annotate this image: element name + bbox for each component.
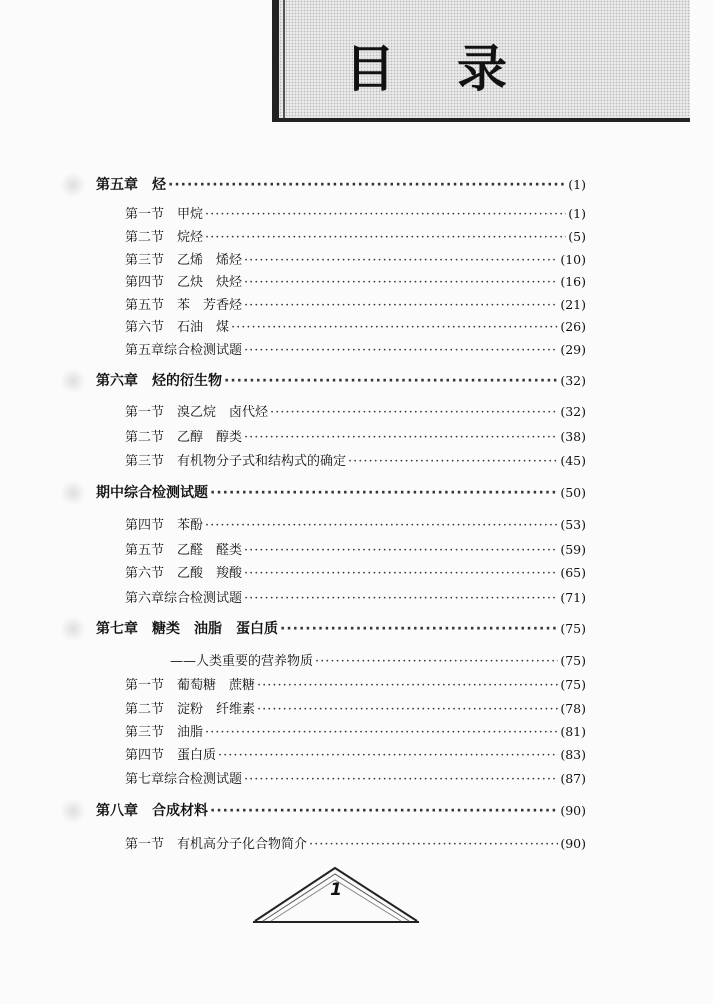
toc-section-entry [125,700,586,719]
toc-entry-page: (16) [560,274,586,289]
page-number: 1 [330,880,342,900]
scan-smudge [60,172,86,198]
toc-entry-label: 第三节 乙烯 烯烃 [125,253,243,268]
toc-chapter-entry [96,176,586,194]
toc-entry-label: 第四节 蛋白质 [125,748,217,763]
toc-entry-label: 第六节 乙酸 羧酸 [125,566,243,581]
leader-dots [205,724,558,742]
leader-dots [244,590,558,608]
toc-entry-page: (53) [560,517,586,532]
toc-chapter-entry [96,484,586,502]
leader-dots [244,274,558,292]
toc-section-entry [125,403,586,422]
leader-dots [309,836,558,854]
toc-entry-page: (59) [560,542,586,557]
toc-entry-page: (45) [560,453,586,468]
leader-dots [244,542,558,560]
toc-entry-label: 第二节 乙醇 醇类 [125,430,243,445]
toc-section-entry [125,452,586,471]
banner-inner-rule [283,0,285,118]
page-number-ornament [253,866,419,924]
leader-dots [224,372,558,390]
toc-entry-label: 第四节 苯酚 [125,518,204,533]
toc-entry-label: 第四节 乙炔 炔烃 [125,275,243,290]
leader-dots [205,229,566,247]
toc-section-entry [125,516,586,535]
toc-entry-page: (90) [560,836,586,851]
toc-entry-label: 第六章 烃的衍生物 [96,373,222,389]
toc-section-entry [125,835,586,854]
toc-entry-page: (26) [560,319,586,334]
toc-section-entry [125,228,586,247]
toc-entry-label: 第一节 有机高分子化合物简介 [125,837,308,852]
toc-entry-label: 第八章 合成材料 [96,803,208,819]
toc-section-entry [125,746,586,765]
toc-entry-page: (21) [560,297,586,312]
toc-entry-page: (75) [560,621,586,636]
leader-dots [257,677,558,695]
toc-entry-label: 第六章综合检测试题 [125,591,243,606]
toc-section-entry [125,341,586,360]
leader-dots [244,565,558,583]
leader-dots [244,297,558,315]
toc-chapter-entry [96,802,586,820]
toc-entry-label: 第五章综合检测试题 [125,343,243,358]
toc-entry-label: 第六节 石油 煤 [125,320,230,335]
leader-dots [280,620,558,638]
toc-section-entry [125,205,586,224]
toc-entry-label: 第五节 乙醛 醛类 [125,543,243,558]
toc-entry-label: ——人类重要的营养物质 [170,654,314,669]
toc-entry-label: 第一节 溴乙烷 卤代烃 [125,405,269,420]
toc-chapter-entry [96,372,586,390]
toc-section-entry [125,541,586,560]
leader-dots [270,404,558,422]
toc-section-entry [125,273,586,292]
leader-dots [231,319,558,337]
toc-entry-page: (1) [568,177,586,192]
scan-smudge [60,798,86,824]
toc-entry-label: 期中综合检测试题 [96,485,208,501]
leader-dots [315,653,558,671]
toc-entry-page: (75) [560,677,586,692]
toc-entry-label: 第三节 有机物分子式和结构式的确定 [125,454,347,469]
page-title: 目录 [345,40,569,98]
toc-section-entry [125,723,586,742]
scan-smudge [60,480,86,506]
leader-dots [244,342,558,360]
leader-dots [348,453,558,471]
leader-dots [168,176,566,194]
toc-section-entry [125,296,586,315]
toc-entry-page: (5) [568,229,586,244]
toc-entry-page: (38) [560,429,586,444]
leader-dots [244,771,558,789]
toc-entry-label: 第七章 糖类 油脂 蛋白质 [96,621,278,637]
toc-entry-page: (1) [568,206,586,221]
toc-entry-label: 第七章综合检测试题 [125,772,243,787]
toc-section-entry [125,251,586,270]
toc-section-entry [125,318,586,337]
toc-section-entry [125,564,586,583]
toc-section-entry [170,652,586,671]
toc-entry-page: (71) [560,590,586,605]
toc-entry-label: 第五章 烃 [96,177,166,193]
scan-smudge [60,368,86,394]
toc-section-entry [125,589,586,608]
scan-smudge [60,616,86,642]
leader-dots [210,484,558,502]
toc-entry-page: (10) [560,252,586,267]
toc-entry-page: (50) [560,485,586,500]
toc-entry-page: (65) [560,565,586,580]
leader-dots [205,206,566,224]
toc-entry-page: (87) [560,771,586,786]
leader-dots [244,429,558,447]
toc-entry-page: (75) [560,653,586,668]
toc-section-entry [125,428,586,447]
toc-entry-label: 第一节 甲烷 [125,207,204,222]
toc-entry-label: 第二节 烷烃 [125,230,204,245]
toc-entry-page: (29) [560,342,586,357]
toc-entry-page: (78) [560,701,586,716]
toc-section-entry [125,676,586,695]
toc-entry-page: (81) [560,724,586,739]
toc-entry-label: 第一节 葡萄糖 蔗糖 [125,678,256,693]
leader-dots [257,701,558,719]
leader-dots [218,747,558,765]
leader-dots [210,802,558,820]
toc-entry-page: (90) [560,803,586,818]
toc-entry-label: 第三节 油脂 [125,725,204,740]
toc-entry-page: (32) [560,404,586,419]
toc-entry-label: 第二节 淀粉 纤维素 [125,702,256,717]
leader-dots [244,252,558,270]
toc-chapter-entry [96,620,586,638]
leader-dots [205,517,558,535]
toc-entry-page: (83) [560,747,586,762]
toc-entry-label: 第五节 苯 芳香烃 [125,298,243,313]
toc-entry-page: (32) [560,373,586,388]
toc-section-entry [125,770,586,789]
